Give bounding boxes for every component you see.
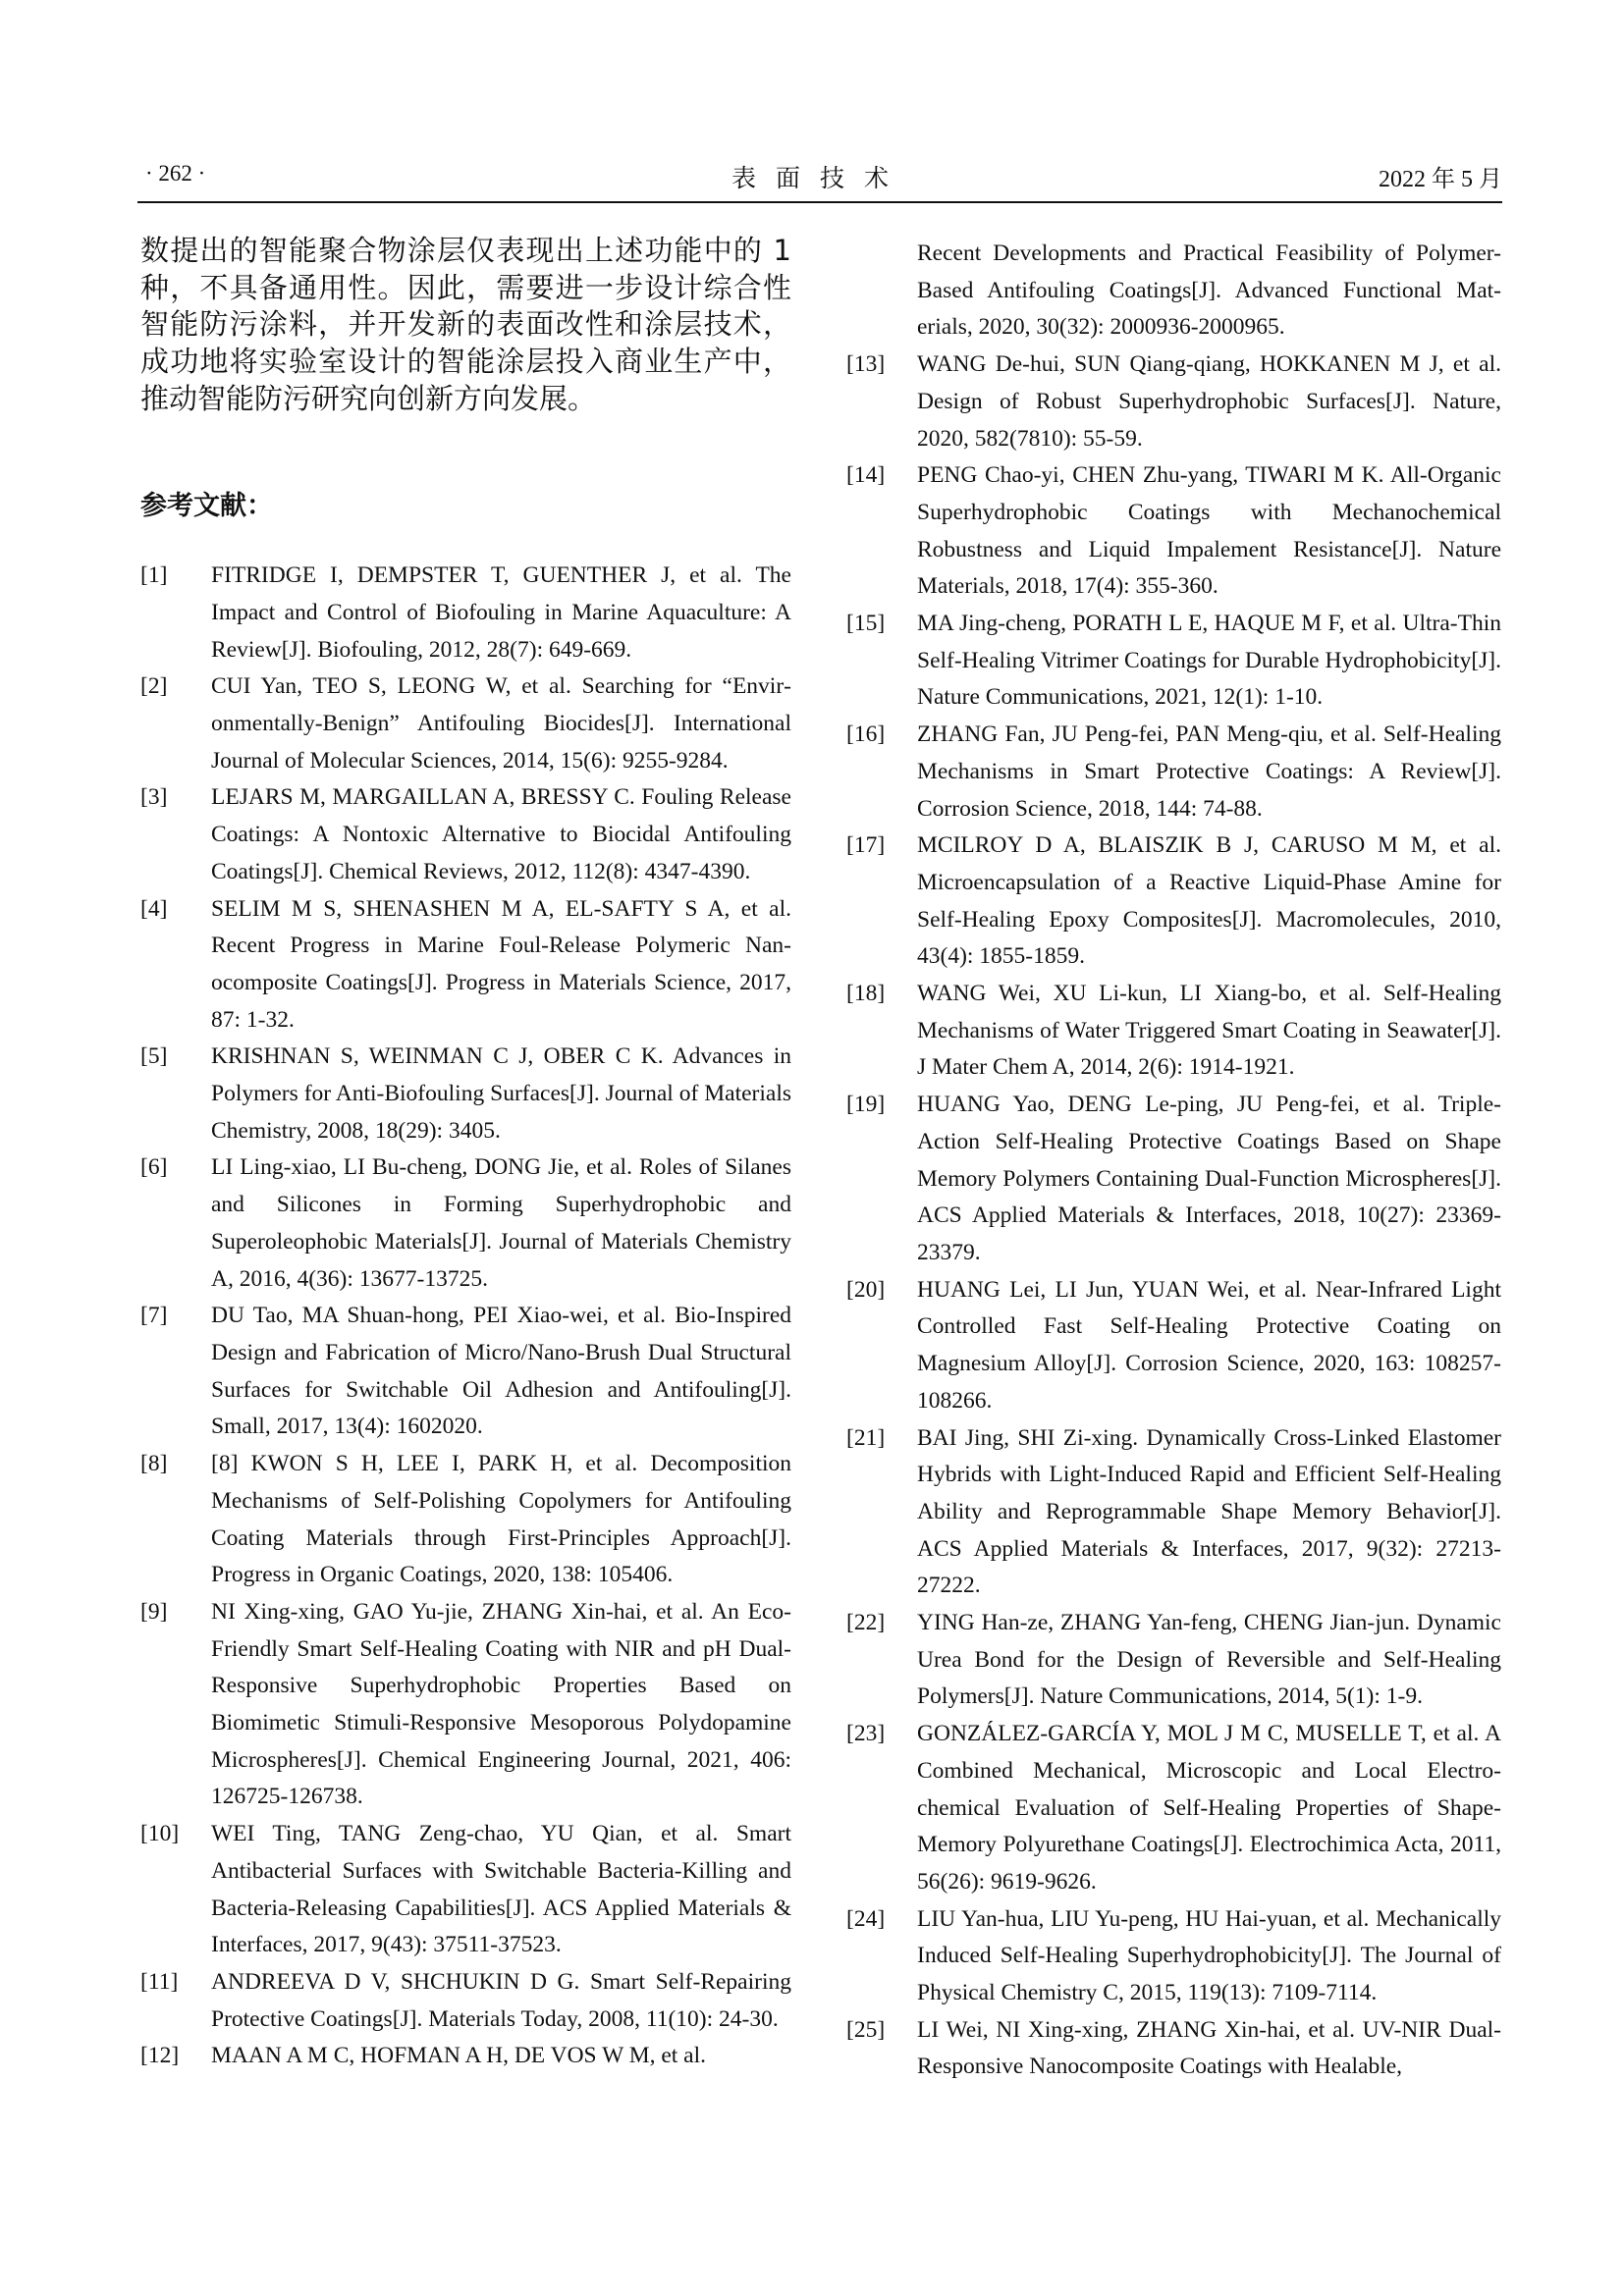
reference-item bbox=[846, 976, 1501, 1087]
reference-item bbox=[846, 1420, 1501, 1606]
reference-item bbox=[140, 1446, 791, 1594]
reference-text: PENG Chao-yi, CHEN Zhu-yang, TIWARI M K. All-Organic Superhydrophobic Coatings with Mechanochemical Robustness and Liquid Impalement Resistance[J]. Nature Materials, 2018, 17(4): 355-360. bbox=[917, 462, 1501, 600]
reference-text: FITRIDGE I, DEMPSTER T, GUENTHER J, et al. The Impact and Control of Biofouling in Marine Aquaculture: A Review[J]. Biofouling, 2012, 28(7): 649-669. bbox=[211, 562, 791, 663]
reference-item bbox=[846, 1605, 1501, 1716]
reference-number: [10] bbox=[140, 1821, 180, 1847]
reference-item bbox=[140, 1816, 791, 1964]
reference-number: [13] bbox=[846, 351, 886, 378]
reference-number: [23] bbox=[846, 1721, 886, 1747]
reference-list-right bbox=[846, 236, 1501, 2086]
reference-number: [21] bbox=[846, 1424, 886, 1451]
reference-number: [22] bbox=[846, 1610, 886, 1636]
reference-number: [12] bbox=[140, 2043, 180, 2069]
reference-text: WANG Wei, XU Li-kun, LI Xiang-bo, et al. Self-Healing Mechanisms of Water Triggered Smart Coating in Seawater[J]. J Mater Chem A, 2014, 2(6): 1914-1921. bbox=[917, 981, 1501, 1081]
left-column bbox=[140, 233, 791, 2075]
reference-number: [9] bbox=[140, 1598, 168, 1625]
reference-text: BAI Jing, SHI Zi-xing. Dynamically Cross-Linked Elastomer Hybrids with Light-Induced Rapid and Efficient Self-Healing Ability and Reprogrammable Shape Memory Behavior[J]. ACS Applied Materials & Interfaces, 2017, 9(32): 27213-27222. bbox=[917, 1424, 1501, 1599]
reference-list-left bbox=[140, 558, 791, 2075]
reference-number: [7] bbox=[140, 1303, 168, 1329]
reference-item bbox=[140, 558, 791, 668]
reference-text: [8] KWON S H, LEE I, PARK H, et al. Decomposition Mechanisms of Self-Polishing Copolymers for Antifouling Coating Materials through First-Principles Approach[J]. Progress in Organic Coatings, 2020, 138: 105406. bbox=[211, 1451, 791, 1588]
reference-number: [4] bbox=[140, 895, 168, 922]
reference-number: [2] bbox=[140, 673, 168, 700]
reference-number: [6] bbox=[140, 1154, 168, 1181]
reference-text: ANDREEVA D V, SHCHUKIN D G. Smart Self-Repairing Protective Coatings[J]. Materials Today, 2008, 11(10): 24-30. bbox=[211, 1968, 791, 2032]
reference-item bbox=[846, 606, 1501, 717]
reference-item bbox=[846, 347, 1501, 457]
reference-text: LEJARS M, MARGAILLAN A, BRESSY C. Fouling Release Coatings: A Nontoxic Alternative to Biocidal Antifouling Coatings[J]. Chemical Reviews, 2012, 112(8): 4347-4390. bbox=[211, 784, 791, 884]
reference-text: YING Han-ze, ZHANG Yan-feng, CHENG Jian-jun. Dynamic Urea Bond for the Design of Reversible and Self-Healing Polymers[J]. Nature Communications, 2014, 5(1): 1-9. bbox=[917, 1610, 1501, 1710]
reference-item bbox=[846, 1716, 1501, 1901]
reference-number: [11] bbox=[140, 1968, 179, 1995]
reference-text: MA Jing-cheng, PORATH L E, HAQUE M F, et al. Ultra-Thin Self-Healing Vitrimer Coatings for Durable Hydrophobicity[J]. Nature Communications, 2021, 12(1): 1-10. bbox=[917, 611, 1501, 711]
reference-number bbox=[846, 236, 917, 347]
reference-item bbox=[846, 236, 1501, 347]
reference-item bbox=[846, 2012, 1501, 2086]
reference-text: LI Wei, NI Xing-xing, ZHANG Xin-hai, et al. UV-NIR Dual-Responsive Nanocomposite Coatings with Healable, bbox=[917, 2016, 1501, 2080]
reference-text: GONZÁLEZ-GARCÍA Y, MOL J M C, MUSELLE T, et al. A Combined Mechanical, Microscopic and Local Electrochemical Evaluation of Self-Healing Properties of Shape-Memory Polyurethane Coatings[J]. Electrochimica Acta, 2011, 56(26): 9619-9626. bbox=[917, 1721, 1501, 1895]
reference-number: [8] bbox=[140, 1451, 168, 1477]
reference-text: HUANG Yao, DENG Le-ping, JU Peng-fei, et al. Triple-Action Self-Healing Protective Coatings Based on Shape Memory Polymers Containing Dual-Function Microspheres[J]. ACS Applied Materials & Interfaces, 2018, 10(27): 23369-23379. bbox=[917, 1092, 1501, 1265]
reference-number: [14] bbox=[846, 462, 886, 489]
reference-item bbox=[846, 1272, 1501, 1420]
reference-number: [20] bbox=[846, 1276, 886, 1303]
reference-item bbox=[140, 668, 791, 779]
reference-number: [18] bbox=[846, 981, 886, 1007]
reference-item bbox=[846, 1901, 1501, 2012]
reference-item bbox=[140, 891, 791, 1040]
right-column bbox=[846, 236, 1501, 2086]
reference-number: [5] bbox=[140, 1043, 168, 1070]
reference-text: MCILROY D A, BLAISZIK B J, CARUSO M M, et al. Microencapsulation of a Reactive Liquid-Phase Amine for Self-Healing Epoxy Composites[J]. Macromolecules, 2010, 43(4): 1855-1859. bbox=[917, 832, 1501, 970]
reference-number: [3] bbox=[140, 784, 168, 811]
reference-item bbox=[140, 779, 791, 890]
reference-number: [24] bbox=[846, 1905, 886, 1932]
reference-text: CUI Yan, TEO S, LEONG W, et al. Searching for “Environmentally-Benign” Antifouling Biocides[J]. International Journal of Molecular Sciences, 2014, 15(6): 9255-9284. bbox=[211, 673, 791, 774]
reference-text: ZHANG Fan, JU Peng-fei, PAN Meng-qiu, et al. Self-Healing Mechanisms in Smart Protective Coatings: A Review[J]. Corrosion Science, 2018, 144: 74-88. bbox=[917, 721, 1501, 822]
reference-text: SELIM M S, SHENASHEN M A, EL-SAFTY S A, et al. Recent Progress in Marine Foul-Release Polymeric Nanocomposite Coatings[J]. Progress in Materials Science, 2017, 87: 1-32. bbox=[211, 895, 791, 1033]
references-heading: 参考文献： bbox=[140, 490, 273, 521]
reference-number: [1] bbox=[140, 562, 168, 589]
reference-item bbox=[140, 1039, 791, 1149]
reference-text: Recent Developments and Practical Feasibility of Polymer-Based Antifouling Coatings[J]. Advanced Functional Materials, 2020, 30(32): 2000936-2000965. bbox=[917, 240, 1501, 341]
reference-item bbox=[846, 717, 1501, 828]
reference-number: [17] bbox=[846, 832, 886, 859]
reference-number: [16] bbox=[846, 721, 886, 748]
running-header bbox=[137, 157, 1502, 196]
reference-text: WEI Ting, TANG Zeng-chao, YU Qian, et al. Smart Antibacterial Surfaces with Switchable Bacteria-Killing and Bacteria-Releasing Capabilities[J]. ACS Applied Materials & Interfaces, 2017, 9(43): 37511-37523. bbox=[211, 1821, 791, 1958]
reference-item bbox=[140, 1594, 791, 1816]
header-rule bbox=[137, 201, 1502, 203]
reference-number: [19] bbox=[846, 1092, 886, 1118]
intro-paragraph: 数提出的智能聚合物涂层仅表现出上述功能中的 1 种，不具备通用性。因此，需要进一步设计综合性智能防污涂料，并开发新的表面改性和涂层技术，成功地将实验室设计的智能涂层投入商业生产中，推动智能防污研究向创新方向发展。 bbox=[140, 234, 791, 415]
reference-text: LI Ling-xiao, LI Bu-cheng, DONG Jie, et al. Roles of Silanes and Silicones in Forming Superhydrophobic and Superoleophobic Materials[J]. Journal of Materials Chemistry A, 2016, 4(36): 13677-13725. bbox=[211, 1154, 791, 1292]
reference-item bbox=[140, 1149, 791, 1298]
reference-text: MAAN A M C, HOFMAN A H, DE VOS W M, et al. bbox=[211, 2043, 707, 2069]
reference-text: NI Xing-xing, GAO Yu-jie, ZHANG Xin-hai, et al. An Eco-Friendly Smart Self-Healing Coating with NIR and pH Dual-Responsive Superhydrophobic Properties Based on Biomimetic Stimuli-Responsive Mesoporous Polydopamine Microspheres[J]. Chemical Engineering Journal, 2021, 406: 126725-126738. bbox=[211, 1598, 791, 1810]
reference-item bbox=[140, 1964, 791, 2038]
reference-item bbox=[846, 1087, 1501, 1272]
reference-text: DU Tao, MA Shuan-hong, PEI Xiao-wei, et al. Bio-Inspired Design and Fabrication of Micro/Nano-Brush Dual Structural Surfaces for Switchable Oil Adhesion and Antifouling[J]. Small, 2017, 13(4): 1602020. bbox=[211, 1303, 791, 1440]
reference-text: KRISHNAN S, WEINMAN C J, OBER C K. Advances in Polymers for Anti-Biofouling Surfaces[J]. Journal of Materials Chemistry, 2008, 18(29): 3405. bbox=[211, 1043, 791, 1144]
reference-item bbox=[140, 2038, 791, 2075]
reference-number: [25] bbox=[846, 2016, 886, 2043]
reference-text: LIU Yan-hua, LIU Yu-peng, HU Hai-yuan, et al. Mechanically Induced Self-Healing Superhydrophobicity[J]. The Journal of Physical Chemistry C, 2015, 119(13): 7109-7114. bbox=[917, 1905, 1501, 2006]
reference-number: [15] bbox=[846, 611, 886, 637]
reference-text: HUANG Lei, LI Jun, YUAN Wei, et al. Near-Infrared Light Controlled Fast Self-Healing Protective Coating on Magnesium Alloy[J]. Corrosion Science, 2020, 163: 108257-108266. bbox=[917, 1276, 1501, 1414]
reference-item bbox=[846, 457, 1501, 606]
reference-item bbox=[846, 828, 1501, 976]
issue-date: 2022 年 5 月 bbox=[1379, 167, 1502, 192]
journal-name: 表面技术 bbox=[731, 166, 908, 192]
page-number: · 262 · bbox=[145, 161, 206, 186]
reference-text: WANG De-hui, SUN Qiang-qiang, HOKKANEN M J, et al. Design of Robust Superhydrophobic Surfaces[J]. Nature, 2020, 582(7810): 55-59. bbox=[917, 351, 1501, 452]
reference-item bbox=[140, 1298, 791, 1446]
